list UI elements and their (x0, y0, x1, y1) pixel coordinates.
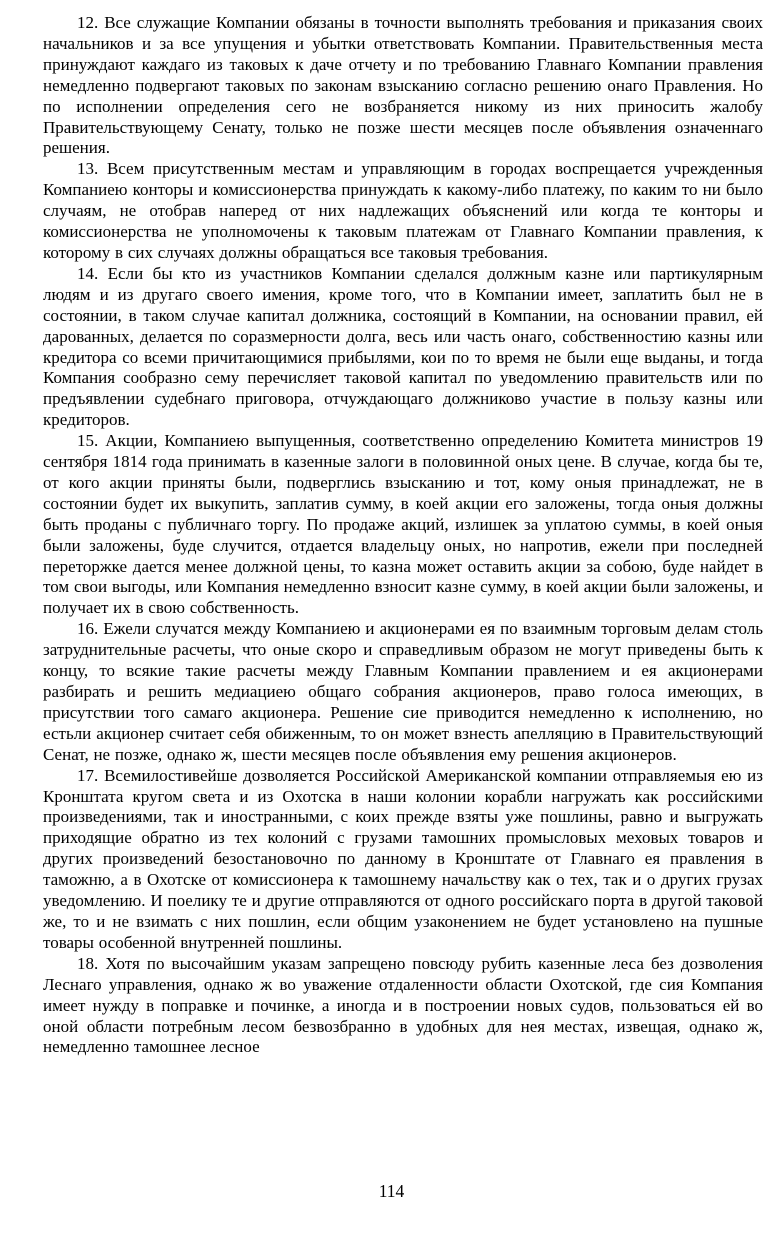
paragraph-14: 14. Если бы кто из участников Компании сделался должным казне или партикулярным людям и из другаго своего имения, кроме того, что в Компании имеет, заплатить был не в состоянии, в таком случае капитал должника, состоящий в Компании, на основании правил, ей дарованных, делается по соразмерности долга, весь или часть онаго, собственностию казны или кредитора со всеми причитающимися прибылями, кои по то время не были еще выданы, и тогда Компания сообразно сему перечисляет таковой капитал по уведомлению правительств или по предъявлении судебнаго приговора, отчуждающаго должниково участие в пользу казны или кредиторов. (43, 263, 763, 430)
paragraph-17: 17. Всемилостивейше дозволяется Российской Американской компании отправляемыя ею из Кронштата кругом света и из Охотска в наши колонии корабли нагружать как российскими произведениями, так и иностранными, с коих прежде взяты уже пошлины, равно и выгружать приходящие обратно из тех колоний с грузами тамошних промысловых меховых товаров и других произведений безостановочно по данному в Кронштате от Главнаго ея правления в таможню, а в Охотске от комиссионера к тамошнему начальству как о тех, так и о других грузах уведомлению. И поелику те и другие отправляются от одного российскаго порта в другой таковой же, то и не взимать с них пошлин, если общим узаконением не будет установлено на пушные товары особенной внутренней пошлины. (43, 765, 763, 952)
page-number: 114 (378, 1181, 405, 1201)
document-text-block (43, 13, 763, 1058)
paragraph-16: 16. Ежели случатся между Компаниею и акционерами ея по взаимным торговым делам столь затруднительные расчеты, что оные скоро и справедливым образом не могут приведены быть к концу, то всякие такие расчеты между Главным Компании правлением и ея акционерами разбирать и решить медиациею общаго собрания акционеров, право голоса имеющих, в присутствии того самаго акционера. Решение сие приводится немедленно к исполнению, но естьли акционер считает себя обиженным, то он может взнесть апелляцию в Правительствующий Сенат, не позже, однако ж, шести месяцев после объявления ему решения акционеров. (43, 619, 763, 764)
paragraph-18: 18. Хотя по высочайшим указам запрещено повсюду рубить казенные леса без дозволения Леснаго управления, однако ж во уважение отдаленности области Охотской, где сия Компания имеет нужду в поправке и починке, а иногда и в построении новых судов, пользоваться ей во оной области потребным лесом безвозбранно в удобных для нея местах, извещая, однако ж, немедленно тамошнее лесное (43, 953, 763, 1057)
paragraph-13: 13. Всем присутственным местам и управляющим в городах воспрещается учрежденныя Компаниею конторы и комиссионерства принуждать к какому-либо платежу, по каким то ни было случаям, не отобрав наперед от них надлежащих объяснений или когда те конторы и комиссионерства не уполномочены к таковым платежам от Главнаго Компании правления, к которому в сих случаях должны обращаться все таковыя требования. (43, 159, 763, 262)
paragraph-12: 12. Все служащие Компании обязаны в точности выполнять требования и приказания своих начальников и за все упущения и убытки ответствовать Компании. Правительственныя места принуждают каждаго из таковых к даче отчету и по требованию Главнаго Компании правления немедленно подвергают таковых по законам взысканию согласно решению онаго Правления. Но по исполнении определения сего не возбраняется никому из них приносить жалобу Правительствующему Сенату, только не позже шести месяцев после объявления означеннаго решения. (43, 13, 763, 158)
paragraph-15: 15. Акции, Компаниею выпущенныя, соответственно определению Комитета министров 19 сентября 1814 года принимать в казенные залоги в половинной оных цене. В случае, когда бы те, от кого акции приняты были, подверглись взысканию и тот, кому оныя принадлежат, не в состоянии будет их выкупить, заплатив сумму, в коей акции его заложены, тогда оныя должны быть проданы с публичнаго торгу. По продаже акций, излишек за уплатою суммы, в коей оныя были заложены, буде случится, отдается владельцу оных, но напротив, ежели при последней переторжке дается менее должной цены, то казна может оставить акции за собою, буде найдет в том свои выгоды, или Компания немедленно взносит казне сумму, в коей акции были заложены, и получает их в свою собственность. (43, 431, 763, 618)
